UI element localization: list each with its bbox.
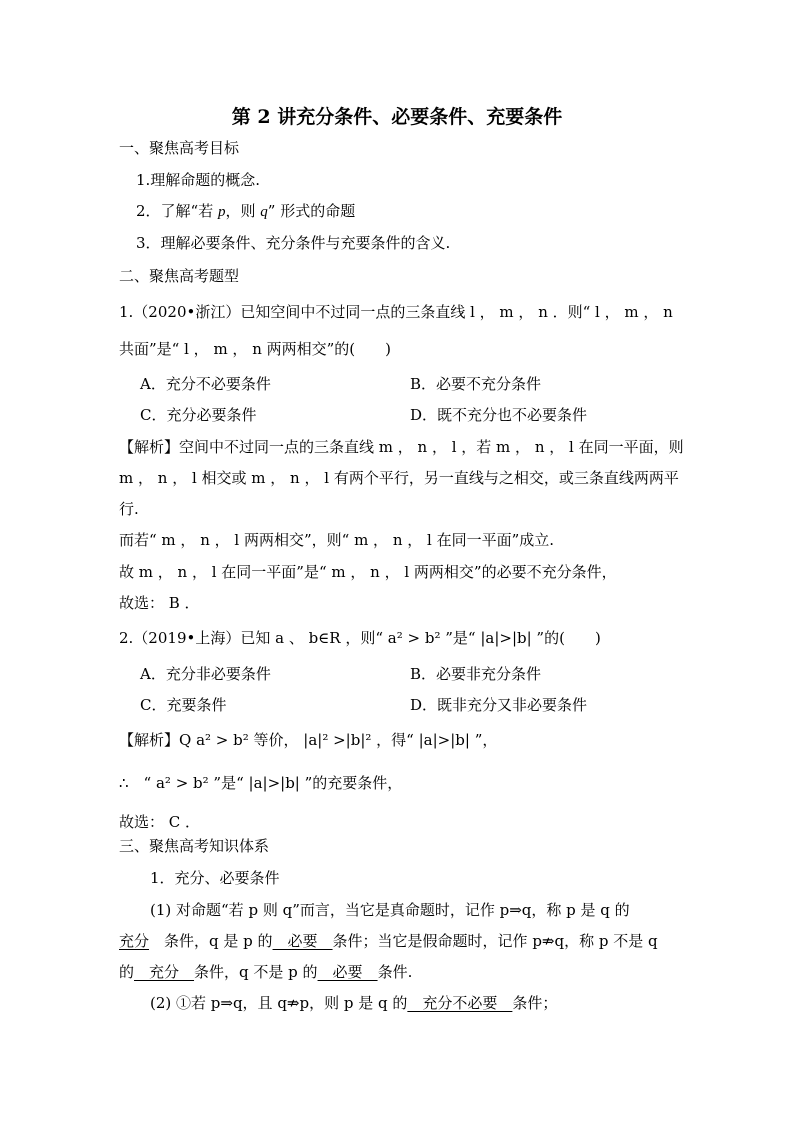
q1-solution-line4: 而若“ m ， n ， l 两两相交”，则“ m ， n ， l 在同一平面”成立. — [119, 531, 555, 549]
q2-solution-line2: ∴ “ a² > b² ”是“ |a|>|b| ”的充要条件， — [119, 774, 403, 792]
knowledge-para1-line2 — [119, 931, 658, 951]
knowledge-para1-line3 — [119, 962, 412, 982]
text-segment: (2) ①若 p⇒q，且 q⇏p，则 p 是 q 的 — [150, 994, 408, 1012]
text-segment: 条件. — [377, 963, 413, 981]
knowledge-para1-line1: (1) 对命题“若 p 则 q”而言，当它是真命题时，记作 p⇒q，称 p 是 q 的 — [150, 901, 630, 919]
q1-stem-line1: 1.（2020•浙江）已知空间中不过同一点的三条直线 l ， m ， n ．则“ l ， m ， n — [119, 303, 673, 321]
goal-2-text-b: ，则 — [225, 202, 261, 220]
q1-option-c: C．充分必要条件 — [140, 406, 257, 424]
q2-option-c: C．充要条件 — [140, 696, 227, 714]
q2-stem: 2.（2019•上海）已知 a 、 b∈R ，则“ a² > b² ”是“ |a|>|b| ”的( ) — [119, 629, 601, 647]
q1-solution-line6: 故选： B ． — [119, 594, 200, 612]
section1-heading: 一、聚焦高考目标 — [119, 139, 240, 157]
q1-stem-line2: 共面”是“ l ， m ， n 两两相交”的( ) — [119, 340, 392, 358]
blank-answer-necessary: 必要 — [272, 932, 333, 950]
text-segment: 的 — [119, 963, 135, 981]
goal-2-q: q — [260, 204, 268, 220]
q2-option-d: D．既非充分又非必要条件 — [410, 696, 588, 714]
goal-2-text-a: 2．了解“若 — [136, 202, 218, 220]
blank-answer-necessary-2: 必要 — [317, 963, 378, 981]
section3-subheading: 1．充分、必要条件 — [150, 869, 280, 887]
blank-answer-sufficient: 充分 — [119, 932, 150, 950]
blank-answer-sufficient-2: 充分 — [134, 963, 195, 981]
q2-option-b: B．必要非充分条件 — [410, 665, 542, 683]
q1-solution-line5: 故 m ， n ， l 在同一平面”是“ m ， n ， l 两两相交”的必要不充分条件， — [119, 563, 617, 581]
q1-option-d: D．既不充分也不必要条件 — [410, 406, 588, 424]
blank-answer-sufficient-not-necessary: 充分不必要 — [407, 994, 513, 1012]
q1-option-a: A．充分不必要条件 — [140, 375, 271, 393]
goal-2-p: p — [217, 204, 226, 220]
q1-solution-line2: m ， n ， l 相交或 m ， n ， l 有两个平行，另一直线与之相交，或三条直线两两平 — [119, 469, 679, 487]
goal-2 — [136, 201, 355, 222]
q2-option-a: A．充分非必要条件 — [140, 665, 271, 683]
goal-1: 1.理解命题的概念. — [136, 171, 261, 189]
section3-heading: 三、聚焦高考知识体系 — [119, 837, 270, 855]
q2-solution-line1: 【解析】Q a² > b² 等价， |a|² >|b|² ，得“ |a|>|b| ”， — [119, 731, 498, 749]
goal-3: 3．理解必要条件、充分条件与充要条件的含义. — [136, 234, 451, 252]
text-segment: 条件； — [512, 994, 558, 1012]
goal-2-text-c: ” 形式的命题 — [267, 202, 356, 220]
q1-solution-line1: 【解析】空间中不过同一点的三条直线 m ， n ， l ，若 m ， n ， l 在同一平面，则 — [119, 438, 684, 456]
q1-option-b: B．必要不充分条件 — [410, 375, 542, 393]
text-segment: 条件，q 是 p 的 — [149, 932, 273, 950]
knowledge-para2-line1 — [150, 993, 557, 1013]
q1-solution-line3: 行. — [119, 500, 139, 518]
page-title: 第 2 讲充分条件、必要条件、充要条件 — [231, 106, 563, 128]
q2-solution-line3: 故选： C ． — [119, 813, 201, 831]
text-segment: 条件；当它是假命题时，记作 p⇏q，称 p 不是 q — [332, 932, 658, 950]
section2-heading: 二、聚焦高考题型 — [119, 267, 240, 285]
text-segment: 条件，q 不是 p 的 — [194, 963, 318, 981]
